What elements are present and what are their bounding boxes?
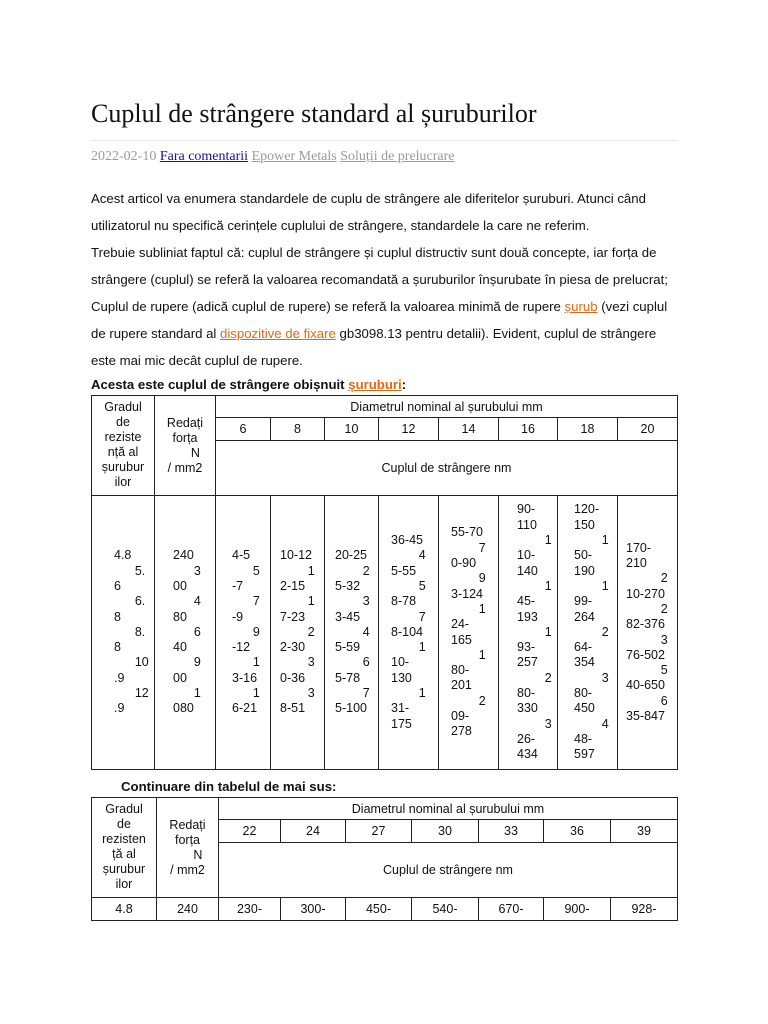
article-body	[91, 185, 681, 374]
grade-cell: 4.8	[91, 897, 157, 921]
torque-cell: 670-	[478, 897, 544, 921]
torque-cell: 20-25 2 5-32 3 3-45 4 5-59 6 5-78 7 5-100	[324, 495, 379, 770]
diameter-cell: 6	[215, 417, 271, 441]
stress-values: 240 3 00 4 80 6 40 9 00 1 080	[154, 495, 216, 770]
torque-cell: 36-45 4 5-55 5 8-78 7 8-104 1 10- 130 1 31- 175	[378, 495, 439, 770]
torque-cell: 928-	[610, 897, 678, 921]
comments-link[interactable]: Fara comentarii	[159, 149, 249, 164]
diameter-cell: 22	[218, 819, 281, 843]
paragraph-note: Trebuie subliniat faptul că: cuplul de strângere și cuplul distructiv sunt două concepte, iar forța de strângere (cuplul) se referă la valoarea recomandată a șuruburilor înșurubate în piesa de prelucrat;	[91, 245, 668, 287]
table2-heading: Continuare din tabelul de mai sus:	[121, 779, 337, 794]
author-link[interactable]: Epower Metals	[251, 149, 337, 164]
torque-cell: 10-12 1 2-15 1 7-23 2 2-30 3 0-36 3 8-51	[270, 495, 325, 770]
diameter-header: Diametrul nominal al șurubului mm	[215, 395, 678, 418]
stress-header: Redați forța N / mm2	[154, 395, 216, 496]
paragraph-breaking-torque	[91, 293, 681, 374]
diameter-cell: 24	[280, 819, 346, 843]
article-meta	[91, 149, 455, 165]
diameter-cell: 39	[610, 819, 678, 843]
heading-colon: :	[401, 377, 407, 392]
post-date: 2022-02-10	[91, 149, 157, 164]
paragraph-text: gb3098.13 pentru detalii). Evident, cuplul de strângere este mai mic decât cuplul de rupere.	[91, 326, 657, 368]
torque-cell: 170- 210 2 10-270 2 82-376 3 76-502 5 40-650 6 35-847	[617, 495, 678, 770]
torque-cell: 540-	[411, 897, 479, 921]
torque-cell: 55-70 7 0-90 9 3-124 1 24- 165 1 80- 201 2 09- 278	[438, 495, 499, 770]
paragraph-intro: Acest articol va enumera standardele de cuplu de strângere ale diferitelor șuruburi. Atunci când utilizatorul nu specifică cerințele cuplului de strângere, standardele la care ne referim.	[91, 191, 646, 233]
diameter-cell: 30	[411, 819, 479, 843]
bolt-link[interactable]: șurub	[564, 299, 598, 314]
article-title: Cuplul de strângere standard al șuruburilor	[91, 99, 537, 128]
grade-values: 4.8 5. 6 6. 8 8. 8 10 .9 12 .9	[91, 495, 155, 770]
stress-cell: 240	[156, 897, 219, 921]
diameter-cell: 33	[478, 819, 544, 843]
diameter-cell: 14	[438, 417, 499, 441]
torque-cell: 900-	[543, 897, 611, 921]
torque-cell: 450-	[345, 897, 412, 921]
diameter-header: Diametrul nominal al șurubului mm	[218, 797, 678, 820]
torque-header: Cuplul de strângere nm	[215, 440, 678, 496]
stress-header: Redați forța N / mm2	[156, 797, 219, 898]
paragraph-text: (vezi cuplul de rupere standard al	[91, 299, 668, 341]
diameter-cell: 10	[324, 417, 379, 441]
table1-heading-text: Acesta este cuplul de strângere obișnuit	[91, 377, 349, 392]
table1-heading	[91, 377, 406, 392]
torque-cell: 300-	[280, 897, 346, 921]
grade-header: Gradul de reziste nță al șurubur ilor	[91, 395, 155, 496]
torque-cell: 90- 110 1 10- 140 1 45- 193 1 93- 257 2 80- 330 3 26- 434	[498, 495, 558, 770]
fasteners-link[interactable]: dispozitive de fixare	[220, 326, 336, 341]
torque-cell: 120- 150 1 50- 190 1 99- 264 2 64- 354 3 80- 450 4 48- 597	[557, 495, 618, 770]
diameter-cell: 20	[617, 417, 678, 441]
diameter-cell: 12	[378, 417, 439, 441]
diameter-cell: 16	[498, 417, 558, 441]
diameter-cell: 36	[543, 819, 611, 843]
diameter-cell: 8	[270, 417, 325, 441]
title-divider	[91, 140, 678, 141]
grade-header: Gradul de rezisten ță al șurubur ilor	[91, 797, 157, 898]
paragraph-text: Cuplul de rupere (adică cuplul de rupere) se referă la valoarea minimă de rupere	[91, 299, 565, 314]
screws-link[interactable]: șuruburi	[348, 377, 402, 392]
torque-cell: 4-5 5 -7 7 -9 9 -12 1 3-16 1 6-21	[215, 495, 271, 770]
torque-cell: 230-	[218, 897, 281, 921]
diameter-cell: 18	[557, 417, 618, 441]
category-link[interactable]: Soluții de prelucrare	[340, 149, 455, 164]
diameter-cell: 27	[345, 819, 412, 843]
torque-header: Cuplul de strângere nm	[218, 842, 678, 898]
